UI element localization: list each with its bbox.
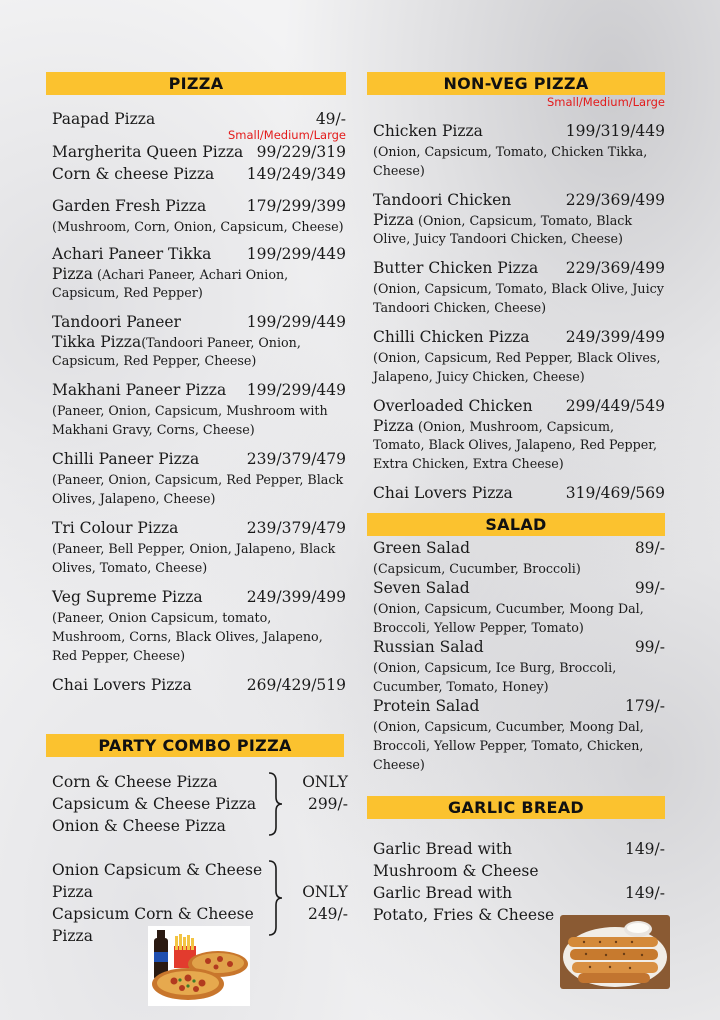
item-desc: (Capsicum, Cucumber, Broccoli) <box>373 561 581 576</box>
item-name: Chilli Paneer Pizza <box>52 450 200 468</box>
item-price: 89/- <box>634 539 665 557</box>
combo-item: Capsicum Corn & Cheese <box>52 905 254 923</box>
item-price: 249/399/499 <box>565 328 665 346</box>
combo-item: Onion Capsicum & Cheese <box>52 861 263 879</box>
item-price: 99/- <box>634 638 665 656</box>
combo-only: ONLY <box>302 773 348 791</box>
garlic-bread-image <box>560 915 670 989</box>
party-combo-header: PARTY COMBO PIZZA <box>46 734 344 757</box>
item-price: 319/469/569 <box>565 484 665 502</box>
item-name: Makhani Paneer Pizza <box>52 381 227 399</box>
combo-price: 299/- <box>307 795 348 813</box>
nonveg-header: NON-VEG PIZZA <box>367 72 665 95</box>
combo-group <box>52 771 348 837</box>
item-name: Protein Salad <box>373 697 480 715</box>
menu-item <box>367 396 665 473</box>
menu-item <box>46 449 346 508</box>
combo-item: Onion & Cheese Pizza <box>52 817 226 835</box>
item-name: Chai Lovers Pizza <box>373 484 513 502</box>
nonveg-section <box>367 72 665 774</box>
item-name: Garlic Bread with <box>373 840 513 858</box>
item-name: Tri Colour Pizza <box>52 519 179 537</box>
item-price: 179/- <box>624 697 665 715</box>
item-name: Chicken Pizza <box>373 122 483 140</box>
item-price: 239/379/479 <box>246 450 346 468</box>
item-desc: Olive, Juicy Tandoori Chicken, Cheese) <box>373 231 623 246</box>
menu-item <box>46 675 346 696</box>
item-name: Chilli Chicken Pizza <box>373 328 530 346</box>
item-price: 229/369/499 <box>565 259 665 277</box>
sizes-label: Small/Medium/Large <box>227 128 346 142</box>
salad-header: SALAD <box>367 513 665 536</box>
menu-item <box>46 380 346 439</box>
item-desc: Tomato, Black Olives, Jalapeno, Red Pepper, Extra Chicken, Extra Cheese) <box>373 437 657 471</box>
item-desc: (Paneer, Bell Pepper, Onion, Jalapeno, Black Olives, Tomato, Cheese) <box>52 541 336 575</box>
item-desc: (Paneer, Onion Capsicum, tomato, Mushroom, Corns, Black Olives, Jalapeno, Red Pepper, Cheese) <box>52 610 323 663</box>
menu-item <box>367 121 665 180</box>
item-price: 299/449/549 <box>565 397 665 415</box>
item-price: 179/299/399 <box>246 197 346 215</box>
item-price: 99/- <box>634 579 665 597</box>
menu-item <box>46 244 346 302</box>
menu-item <box>46 164 346 185</box>
item-desc: (Mushroom, Corn, Onion, Capsicum, Cheese) <box>52 219 344 234</box>
item-desc: (Tandoori Paneer, Onion, <box>141 335 301 350</box>
item-name-cont: Pizza <box>52 265 93 283</box>
menu-item <box>46 142 346 163</box>
item-name-cont: Tikka Pizza <box>52 333 142 351</box>
combo-item: Pizza <box>52 883 93 901</box>
garlic-bread-list <box>373 838 665 926</box>
item-name-cont: Pizza <box>373 211 414 229</box>
item-price: 199/319/449 <box>565 122 665 140</box>
item-desc: (Onion, Capsicum, Tomato, Chicken Tikka, Cheese) <box>373 144 648 178</box>
item-name: Green Salad <box>373 539 471 557</box>
item-name-cont: Pizza <box>373 417 414 435</box>
item-desc: Capsicum, Red Pepper, Cheese) <box>52 353 257 368</box>
item-desc: Capsicum, Red Pepper) <box>52 285 203 300</box>
item-name-cont: Mushroom & Cheese <box>373 862 539 880</box>
item-price: 149/- <box>624 840 665 858</box>
menu-item <box>46 587 346 665</box>
item-price: 249/399/499 <box>246 588 346 606</box>
item-price: 269/429/519 <box>246 676 346 694</box>
item-name: Overloaded Chicken <box>373 397 533 415</box>
item-price: 199/299/449 <box>246 381 346 399</box>
combo-item: Pizza <box>52 927 93 945</box>
item-name: Achari Paneer Tikka <box>52 245 212 263</box>
item-name: Corn & cheese Pizza <box>52 165 215 183</box>
menu-item <box>46 109 346 130</box>
item-price: 49/- <box>315 110 346 128</box>
menu-item <box>367 538 665 578</box>
combo-item: Capsicum & Cheese Pizza <box>52 795 257 813</box>
combo-item: Corn & Cheese Pizza <box>52 773 218 791</box>
item-desc: (Paneer, Onion, Capsicum, Red Pepper, Black Olives, Jalapeno, Cheese) <box>52 472 344 506</box>
item-name: Paapad Pizza <box>52 110 156 128</box>
item-name: Garden Fresh Pizza <box>52 197 207 215</box>
menu-item <box>373 838 665 860</box>
pizza-section <box>46 72 346 696</box>
item-desc: (Onion, Capsicum, Cucumber, Moong Dal, Broccoli, Yellow Pepper, Tomato) <box>373 601 644 635</box>
item-name: Butter Chicken Pizza <box>373 259 539 277</box>
menu-item <box>367 696 665 774</box>
item-desc: (Paneer, Onion, Capsicum, Mushroom with Makhani Gravy, Corns, Cheese) <box>52 403 328 437</box>
sizes-label: Small/Medium/Large <box>546 95 665 109</box>
menu-item <box>46 312 346 370</box>
item-desc: (Onion, Capsicum, Tomato, Black <box>413 213 633 228</box>
brace-icon <box>266 771 284 837</box>
item-price: 149/- <box>624 884 665 902</box>
item-name: Chai Lovers Pizza <box>52 676 192 694</box>
item-desc: (Onion, Capsicum, Red Pepper, Black Olives, Jalapeno, Juicy Chicken, Cheese) <box>373 350 661 384</box>
item-name: Russian Salad <box>373 638 484 656</box>
item-name: Tandoori Chicken <box>373 191 512 209</box>
item-price: 149/249/349 <box>246 165 346 183</box>
item-desc: (Onion, Mushroom, Capsicum, <box>413 419 615 434</box>
item-price: 99/229/319 <box>256 143 346 161</box>
item-name: Tandoori Paneer <box>52 313 181 331</box>
item-name: Seven Salad <box>373 579 470 597</box>
item-desc: (Achari Paneer, Achari Onion, <box>92 267 289 282</box>
menu-item <box>373 882 665 904</box>
item-price: 199/299/449 <box>246 313 346 331</box>
pizza-combo-image <box>148 926 250 1006</box>
garlic-bread-header: GARLIC BREAD <box>367 796 665 819</box>
menu-item <box>367 578 665 637</box>
combo-price-block <box>302 881 348 925</box>
item-desc: (Onion, Capsicum, Ice Burg, Broccoli, Cucumber, Tomato, Honey) <box>373 660 617 694</box>
item-price: 229/369/499 <box>565 191 665 209</box>
item-name-cont: Potato, Fries & Cheese <box>373 906 555 924</box>
menu-item <box>367 327 665 386</box>
pizza-header: PIZZA <box>46 72 346 95</box>
item-name: Margherita Queen Pizza <box>52 143 244 161</box>
combo-only: ONLY <box>302 883 348 901</box>
menu-item <box>46 518 346 577</box>
item-name: Garlic Bread with <box>373 884 513 902</box>
item-name: Veg Supreme Pizza <box>52 588 203 606</box>
menu-item <box>367 258 665 317</box>
item-desc: (Onion, Capsicum, Tomato, Black Olive, Juicy Tandoori Chicken, Cheese) <box>373 281 664 315</box>
menu-item <box>367 637 665 696</box>
menu-item <box>367 483 665 504</box>
item-price: 199/299/449 <box>246 245 346 263</box>
menu-item <box>367 190 665 248</box>
item-desc: (Onion, Capsicum, Cucumber, Moong Dal, Broccoli, Yellow Pepper, Tomato, Chicken, Cheese) <box>373 719 644 772</box>
brace-icon <box>266 859 284 937</box>
combo-price: 249/- <box>307 905 348 923</box>
menu-item <box>46 196 346 236</box>
item-price: 239/379/479 <box>246 519 346 537</box>
combo-price-block <box>302 771 348 815</box>
